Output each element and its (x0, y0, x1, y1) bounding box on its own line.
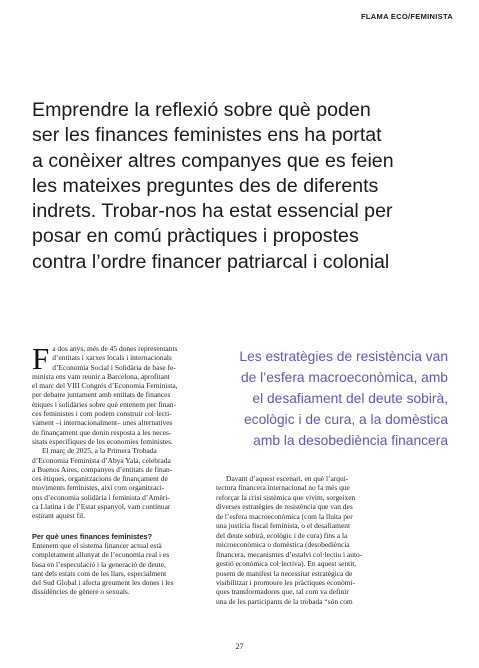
text-line: ces feministes i com podem construir col·lecti- (32, 409, 172, 419)
pull-quote-line: de l’esfera macroeconòmica, amb (240, 370, 448, 385)
text-line: ètiques i solidàries sobre què entenem per finan- (32, 399, 176, 409)
text-line: ces ètiques, organitzacions de finançament de (32, 474, 168, 484)
text-line: reforçar la crisi sistèmica que vivim, sorgeixen (216, 492, 356, 502)
text-line: diverses estratègies de resistència que van des (216, 502, 353, 512)
right-column (216, 474, 448, 606)
text-line: a Buenos Aires, companyes d’entitats de finan- (32, 464, 173, 474)
pull-quote-line: ecològic i de cura, a la domèstica (244, 412, 448, 427)
text-line: d’Economia Social i Solidària de base fe- (52, 362, 176, 372)
lead-line: les mateixes preguntes des de diferents (32, 174, 379, 197)
body-paragraph (32, 541, 203, 597)
text-line: completament allunyat de l’economia real i es (32, 550, 170, 560)
text-line: posem de manifest la necessitat estratègica de (216, 568, 353, 578)
text-line: el marc del VIII Congrés d’Economia Feminista, (32, 381, 178, 391)
text-line: del deute sobirà, ecològic i de cura) fins a la (216, 530, 348, 540)
text-line: una justícia fiscal feminista, o el desafiament (216, 521, 351, 531)
text-line: visibilitzar i promoure les pràctiques econòmi- (216, 577, 355, 587)
pull-quote-line: amb la desobediència financera (253, 433, 448, 448)
body-paragraph (32, 446, 203, 520)
text-line: basa en l’especulació i la generació de deute, (32, 559, 166, 569)
text-line: Davant d’aquest escenari, en què l’arqui- (226, 474, 349, 483)
text-line: gestió econòmica col·lectiva). En aquest sentit, (216, 559, 357, 569)
text-line: minista ens vam reunir a Barcelona, aprofitant (32, 371, 170, 381)
page-number: 27 (235, 642, 244, 651)
intro-paragraph (32, 341, 203, 446)
lead-line: ser les finances feministes ens ha portat (32, 124, 382, 147)
text-line: dissidències de gènere o sexuals. (32, 587, 130, 597)
text-line: del Sud Global i afecta greument les dones i les (32, 578, 174, 588)
lead-line: indrets. Trobar-nos ha estat essencial per (32, 200, 393, 223)
text-line: financera, mecanismes d’estalvi col·lectiu i auto- (216, 549, 363, 559)
text-line: moviments feministes, així com organitzaci- (32, 483, 165, 493)
text-line: ques transformadores que, tal com va definir (216, 587, 349, 597)
text-line: estirant aquest fil. (32, 511, 86, 521)
pull-quote-line: Les estratègies de resistència van (239, 349, 448, 364)
drop-cap: F (32, 341, 50, 376)
section-header: FLAMA ECO/FEMINISTA (361, 12, 453, 21)
text-line: microeconòmica o domèstica (desobediència (216, 540, 350, 550)
text-line: vament –i internacionalment– unes alternatives (32, 418, 173, 428)
text-line: per debatre juntament amb entitats de finances (32, 390, 171, 400)
section-subheading: Per què unes finances feministes? (32, 531, 153, 541)
lead-line: a conèixer altres companyes que es feien (32, 149, 394, 172)
pull-quote (212, 346, 448, 451)
lead-line: posar en comú pràctiques i propostes (32, 225, 359, 248)
body-paragraph (216, 474, 448, 606)
pull-quote-line: el desafiament del deute sobirà, (252, 391, 448, 406)
text-line: d’entitats i xarxes locals i internacionals (52, 353, 172, 363)
text-line: tant dels estats com de les llars, especialment (32, 568, 167, 578)
text-line: una de les participants de la trobada “són com (216, 596, 353, 606)
text-line: El març de 2025, a la Primera Trobada (42, 446, 157, 456)
left-column (32, 341, 203, 597)
text-line: a dos anys, més de 45 dones representants (52, 344, 178, 353)
lead-line: Emprendre la reflexió sobre què poden (32, 99, 371, 121)
lead-paragraph (32, 98, 457, 275)
text-line: de finançament que donin resposta a les neces- (32, 427, 172, 437)
text-line: sitats específiques de les economies feministes. (32, 436, 173, 446)
text-line: d’Economia Feminista d’Abya Yala, celebrada (32, 455, 171, 465)
text-line: de l’esfera macroeconòmica (com la lluita per (216, 511, 353, 521)
text-line: ca Llatina i de l’Estat espanyol, vam continuar (32, 502, 171, 512)
lead-line: contra l’ordre financer patriarcal i colonial (32, 250, 390, 273)
text-line: ons d’economia solidària i feminista d’Amèri- (32, 492, 170, 502)
text-line: tectura financera internacional no fa més que (216, 483, 350, 493)
text-line: Entenem que el sistema financer actual està (32, 540, 162, 550)
